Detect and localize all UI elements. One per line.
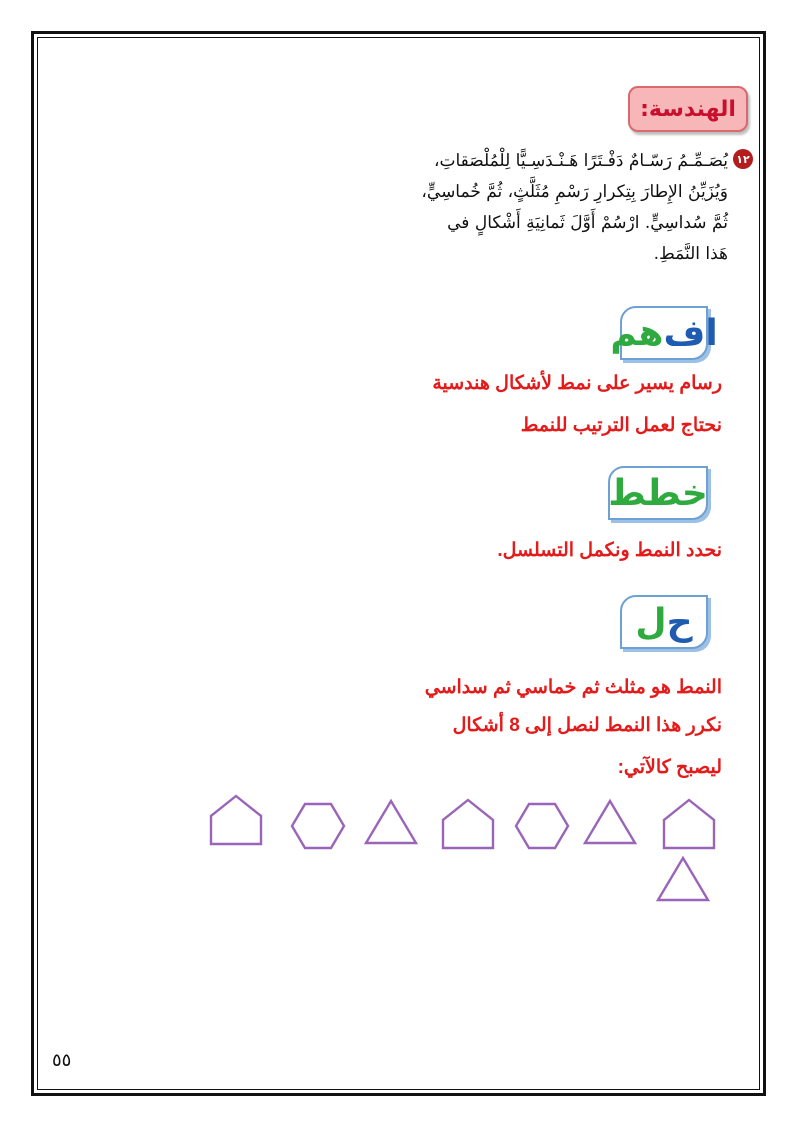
- problem-line: يُصَـمِّـمُ رَسّـامٌ دَفْـتَرًا هَـنْـدَسِـيًّا لِلْمُلْصَقاتِ،: [433, 151, 728, 171]
- understand-line: نحتاج لعمل الترتيب للنمط: [520, 415, 722, 436]
- understand-label-part2: هم: [610, 312, 664, 354]
- understand-label-part1: اف: [663, 312, 718, 354]
- solve-label-part1: ح: [666, 601, 693, 643]
- plan-line: نحدد النمط ونكمل التسلسل.: [497, 540, 722, 561]
- question-number-badge: ١٢: [733, 149, 753, 169]
- solve-label-part2: ل: [635, 601, 667, 643]
- section-title-badge: الهندسة:: [628, 86, 748, 132]
- problem-line: هَذا النَّمَطِ.: [653, 244, 728, 264]
- solve-line: نكرر هذا النمط لنصل إلى 8 أشكال: [452, 715, 722, 736]
- plan-step-box: خطط: [608, 466, 708, 520]
- page-number: ٥٥: [52, 1050, 72, 1071]
- solve-line: النمط هو مثلث ثم خماسي ثم سداسي: [424, 677, 722, 698]
- understand-step-box: [610, 306, 718, 360]
- solve-line: ليصبح كالآتي:: [617, 757, 722, 778]
- problem-line: وَيُزَيِّنُ الإِطارَ بِتِكرارِ رَسْمِ مُثَلَّثٍ، ثُمَّ خُماسِيٍّ،: [421, 182, 728, 202]
- solve-step-box: [620, 595, 708, 649]
- understand-line: رسام يسير على نمط لأشكال هندسية: [432, 373, 722, 394]
- problem-text: [420, 146, 728, 270]
- problem-line: ثُمَّ سُداسِيٍّ. ارْسُمْ أَوَّلَ ثَمانِيَةِ أَشْكالٍ في: [447, 213, 728, 233]
